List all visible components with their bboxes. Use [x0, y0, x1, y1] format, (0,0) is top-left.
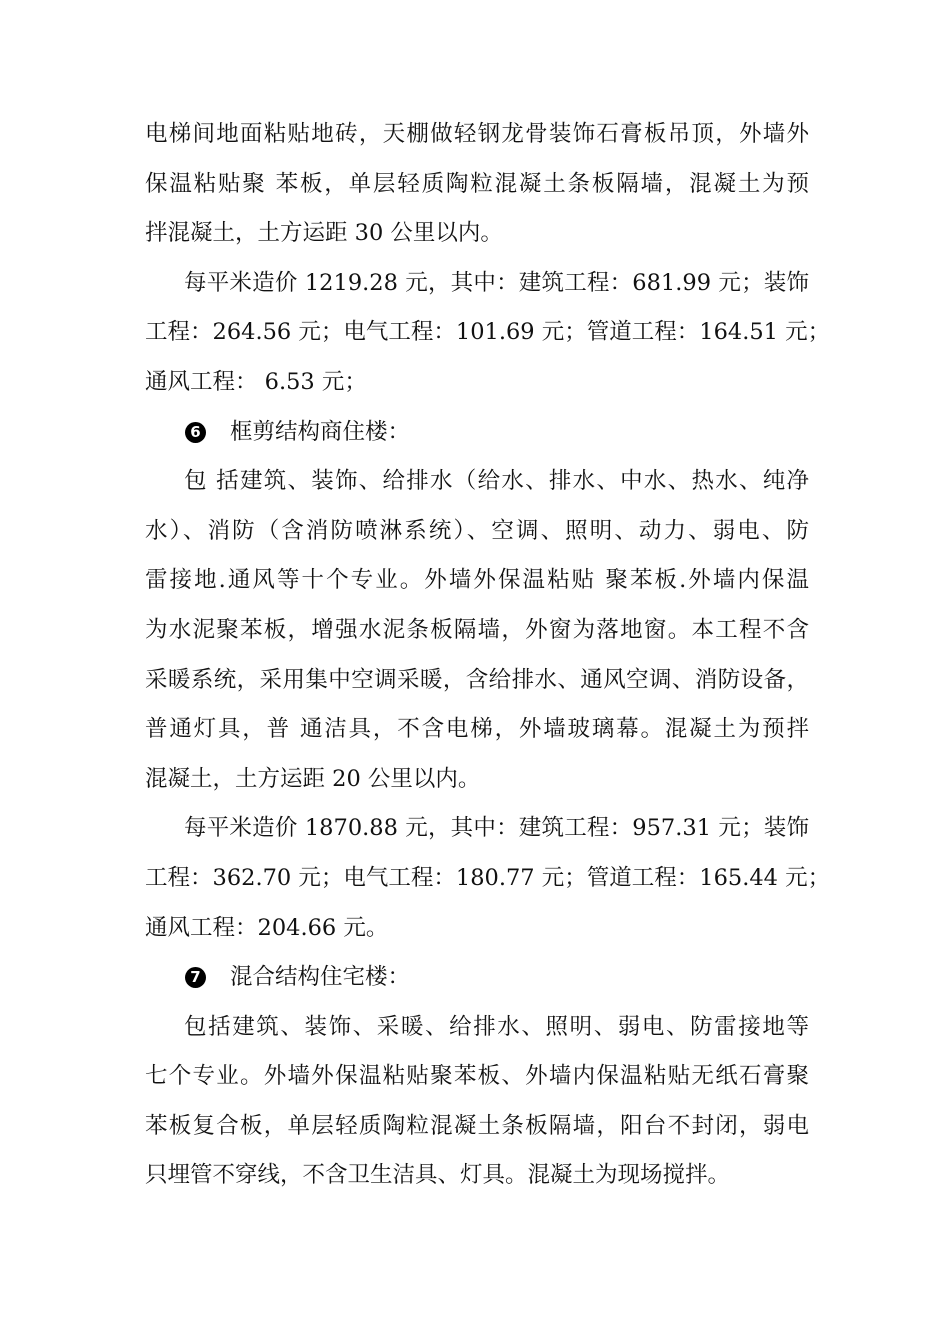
paragraph-line: 拌混凝土，土方运距 30 公里以内。 — [145, 220, 503, 247]
cost-line: 通风工程： 6.53 元； — [145, 368, 367, 395]
number-7-circle-icon: 7 — [185, 967, 206, 988]
paragraph-line: 水）、消防（含消防喷淋系统）、空调、照明、动力、弱电、防 — [145, 517, 809, 544]
section-heading-text: 混合结构住宅楼： — [230, 964, 411, 991]
cost-line: 工程：264.56 元；电气工程：101.69 元；管道工程：164.51 元； — [145, 319, 831, 346]
section-heading-7 — [145, 953, 809, 1003]
paragraph-line: 包 括建筑、装饰、给排水（给水、排水、中水、热水、纯净 — [184, 468, 809, 495]
paragraph-line: 普通灯具，普 通洁具，不含电梯，外墙玻璃幕。混凝土为预拌 — [145, 716, 809, 743]
paragraph-line: 电梯间地面粘贴地砖，天棚做轻钢龙骨装饰石膏板吊顶，外墙外 — [145, 121, 809, 147]
paragraph-line: 混凝土，土方运距 20 公里以内。 — [145, 765, 481, 792]
paragraph-line: 为水泥聚苯板，增强水泥条板隔墙，外窗为落地窗。本工程不含 — [145, 616, 809, 643]
cost-line: 工程：362.70 元；电气工程：180.77 元；管道工程：165.44 元； — [145, 864, 831, 891]
paragraph-line: 苯板复合板，单层轻质陶粒混凝土条板隔墙，阳台不封闭，弱电 — [145, 1112, 809, 1139]
paragraph-line: 包括建筑、装饰、采暖、给排水、照明、弱电、防雷接地等 — [184, 1013, 809, 1040]
paragraph-line: 七个专业。外墙外保温粘贴聚苯板、外墙内保温粘贴无纸石膏聚 — [145, 1063, 809, 1090]
section-heading-6 — [145, 408, 809, 458]
document-body — [145, 110, 831, 1201]
cost-line: 每平米造价 1219.28 元，其中：建筑工程：681.99 元；装饰 — [184, 269, 809, 296]
paragraph-line: 只埋管不穿线，不含卫生洁具、灯具。混凝土为现场搅拌。 — [145, 1162, 731, 1189]
section-heading-text: 框剪结构商住楼： — [230, 418, 411, 445]
number-6-circle-icon: 6 — [185, 422, 206, 443]
cost-line: 通风工程：204.66 元。 — [145, 914, 389, 941]
cost-line: 每平米造价 1870.88 元，其中：建筑工程：957.31 元；装饰 — [184, 815, 809, 842]
paragraph-line: 保温粘贴聚 苯板，单层轻质陶粒混凝土条板隔墙，混凝土为预 — [145, 170, 809, 197]
paragraph-line: 雷接地.通风等十个专业。外墙外保温粘贴 聚苯板.外墙内保温 — [145, 567, 809, 594]
paragraph-line: 采暖系统，采用集中空调采暖，含给排水、通风空调、消防设备， — [145, 666, 809, 693]
